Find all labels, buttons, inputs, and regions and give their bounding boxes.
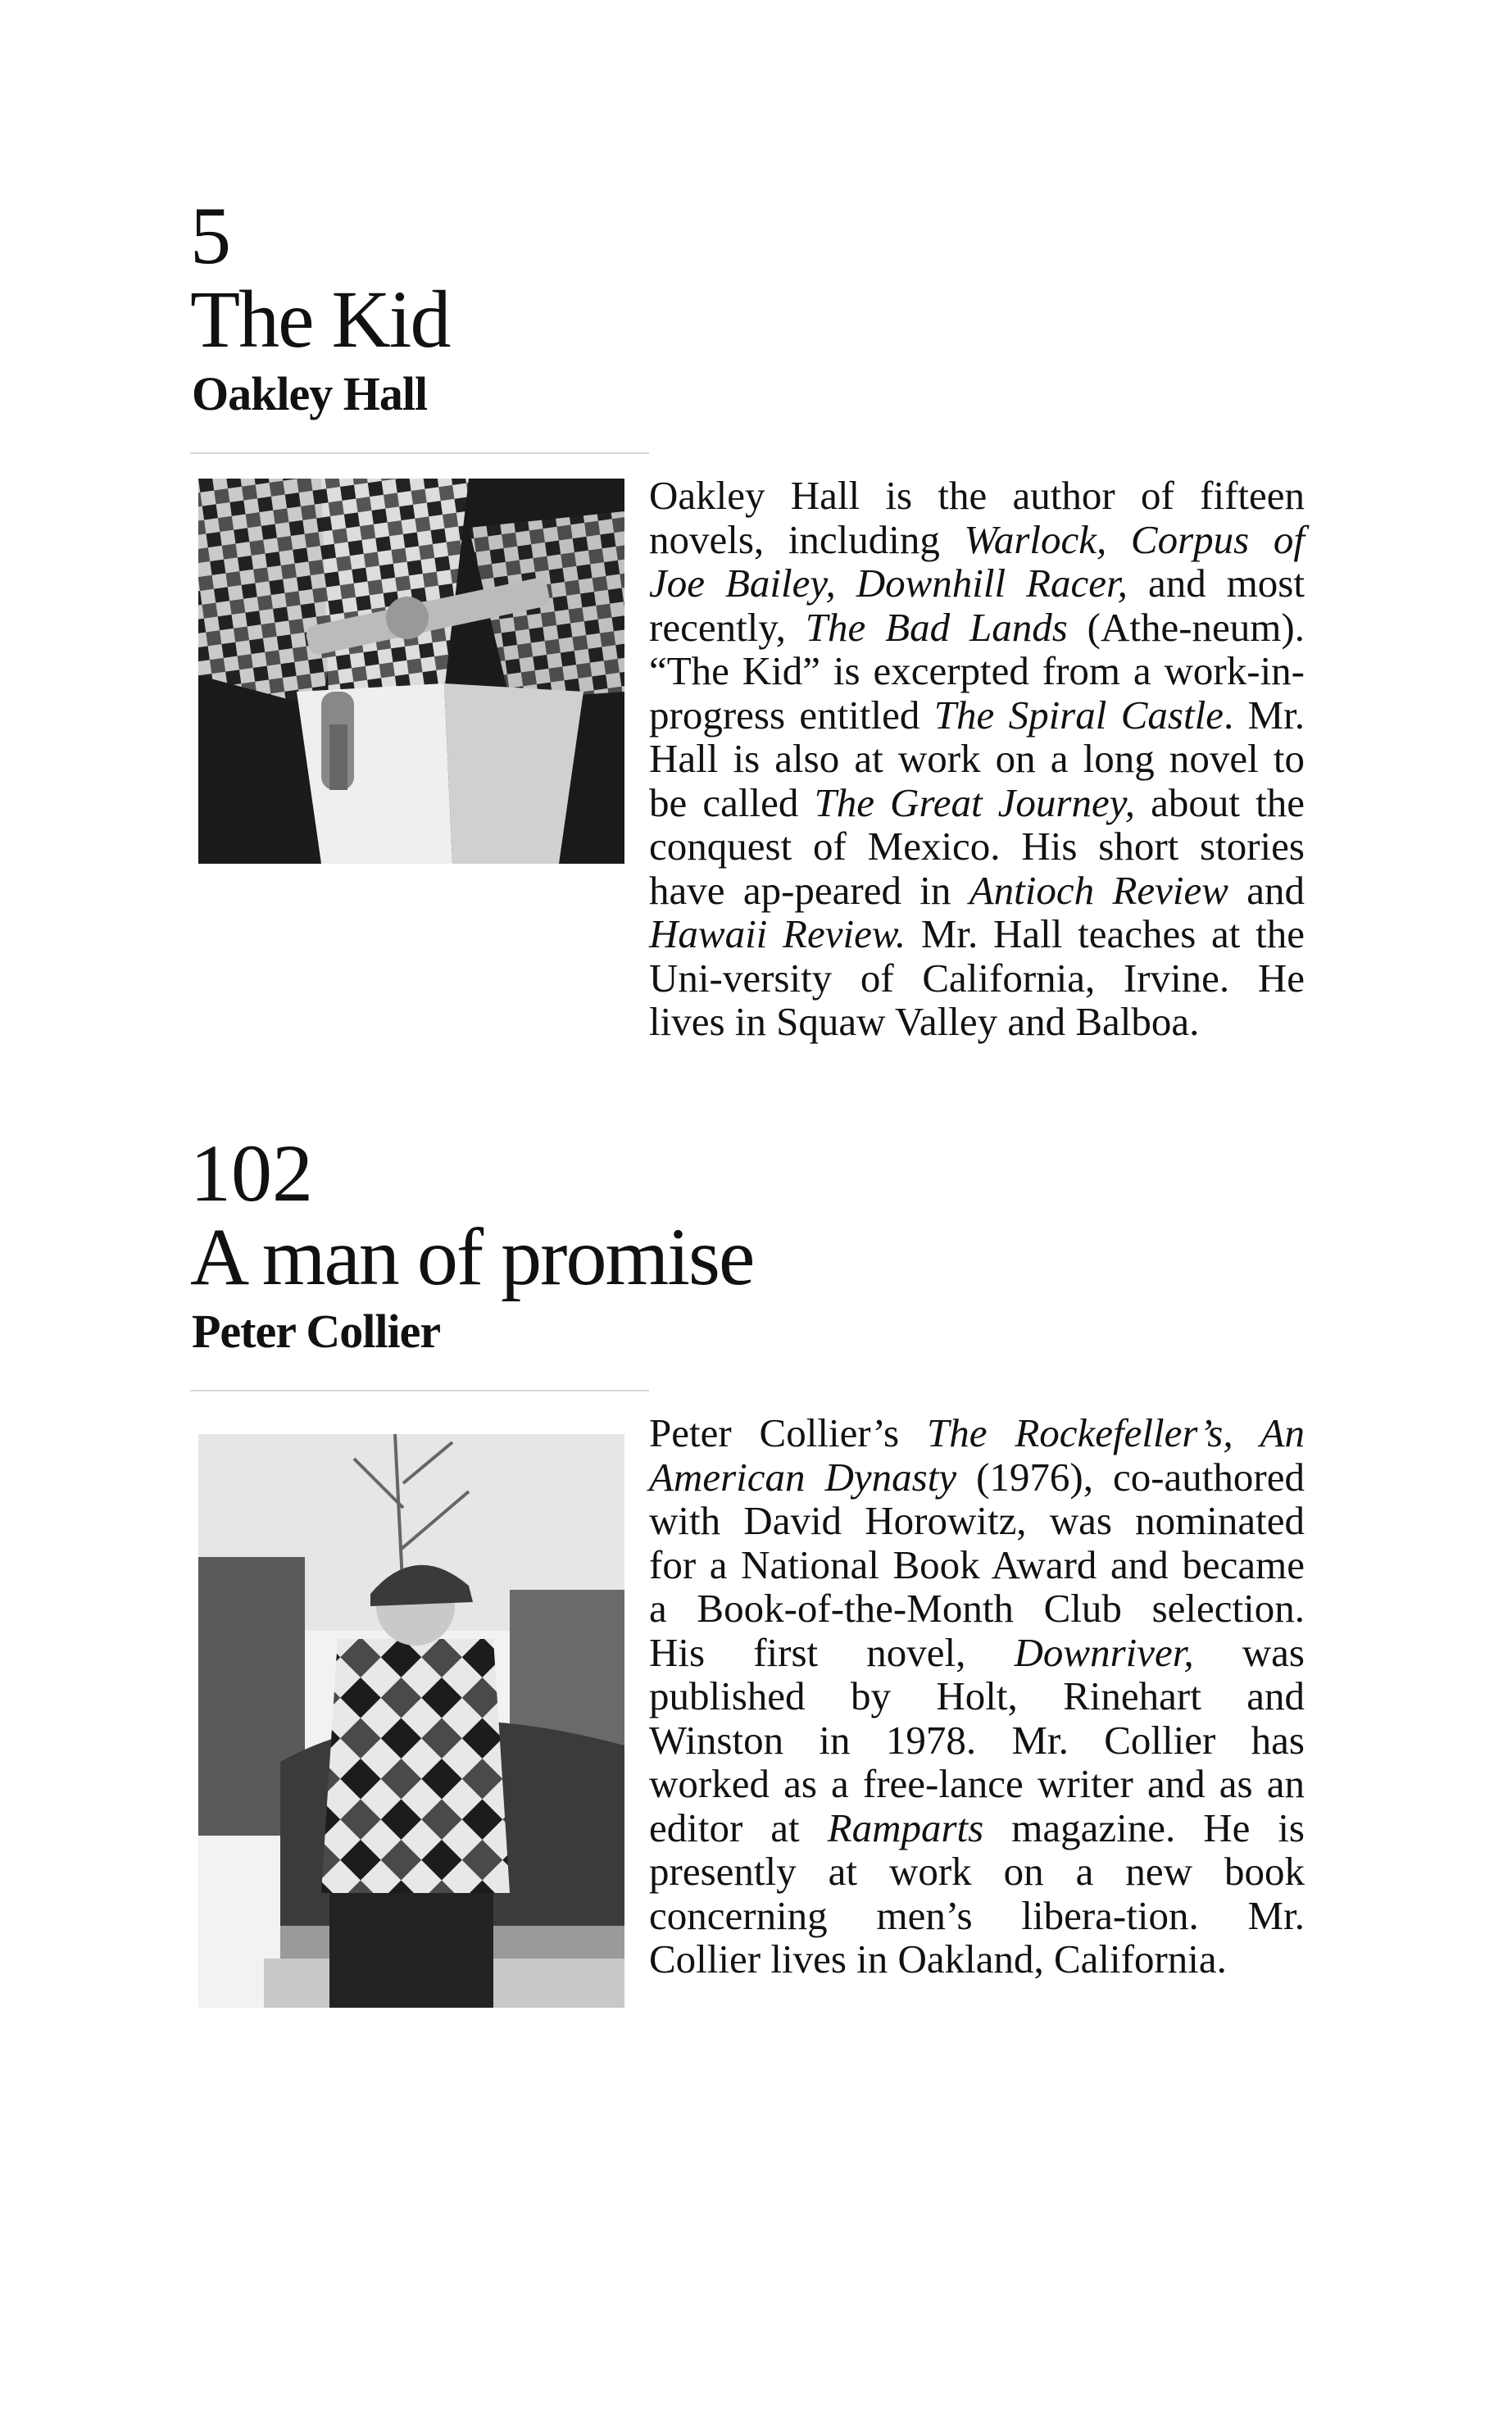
- bio-italic-segment: Ramparts: [827, 1804, 984, 1850]
- bio-italic-segment: Warlock, Corpus of Joe Bailey, Downhill Racer,: [649, 516, 1305, 606]
- bio-segment: Peter Collier’s: [649, 1410, 927, 1455]
- author-photo: [198, 479, 624, 864]
- contributor-entry: [190, 190, 1337, 1044]
- author-name: Peter Collier: [192, 1305, 441, 1358]
- bio-segment: (1976), co-authored with David Horowitz, was nominated for a National Book Award and became a Book-of-the-Month Club selection. His first novel,: [649, 1454, 1305, 1675]
- story-title: The Kid: [190, 274, 450, 365]
- author-photo: [198, 1434, 624, 2008]
- page-number: 5: [190, 190, 231, 281]
- bio-segment: Oakley Hall is the author of fifteen novels, including: [649, 473, 1305, 562]
- bio-italic-segment: Antioch Review: [969, 867, 1228, 913]
- bio-italic-segment: Downriver,: [1014, 1629, 1194, 1675]
- bio-segment: and: [1228, 867, 1305, 913]
- story-title: A man of promise: [190, 1211, 754, 1302]
- contributor-entry: [190, 1128, 1337, 1981]
- bio-segment: about the conquest of Mexico. His short stories have ap-peared in: [649, 779, 1305, 913]
- author-bio: [649, 474, 1305, 1044]
- bio-segment: . Mr. Hall is also at work on a long novel to be called: [649, 692, 1305, 825]
- author-name: Oakley Hall: [192, 367, 428, 420]
- page-number: 102: [190, 1128, 313, 1219]
- bio-segment: and most recently,: [649, 561, 1305, 650]
- bio-segment: (Athe-neum). “The Kid” is excerpted from a work-in-progress entitled: [649, 604, 1305, 738]
- bio-italic-segment: The Bad Lands: [805, 604, 1068, 650]
- bio-italic-segment: Hawaii Review.: [649, 911, 906, 956]
- author-bio: [649, 1411, 1305, 1981]
- bio-italic-segment: The Spiral Castle: [933, 692, 1224, 738]
- bio-segment: Mr. Hall teaches at the Uni-versity of California, Irvine. He lives in Squaw Valley and Balboa.: [649, 911, 1305, 1044]
- divider: [190, 1390, 649, 1391]
- bio-segment: magazine. He is presently at work on a new book concerning men’s libera-tion. Mr. Collier lives in Oakland, California.: [649, 1804, 1305, 1981]
- bio-italic-segment: The Rockefeller’s, An American Dynasty: [649, 1410, 1305, 1500]
- bio-segment: was published by Holt, Rinehart and Winston in 1978. Mr. Collier has worked as a free-lance writer and as an editor at: [649, 1629, 1305, 1850]
- bio-italic-segment: The Great Journey,: [814, 779, 1136, 825]
- divider: [190, 452, 649, 454]
